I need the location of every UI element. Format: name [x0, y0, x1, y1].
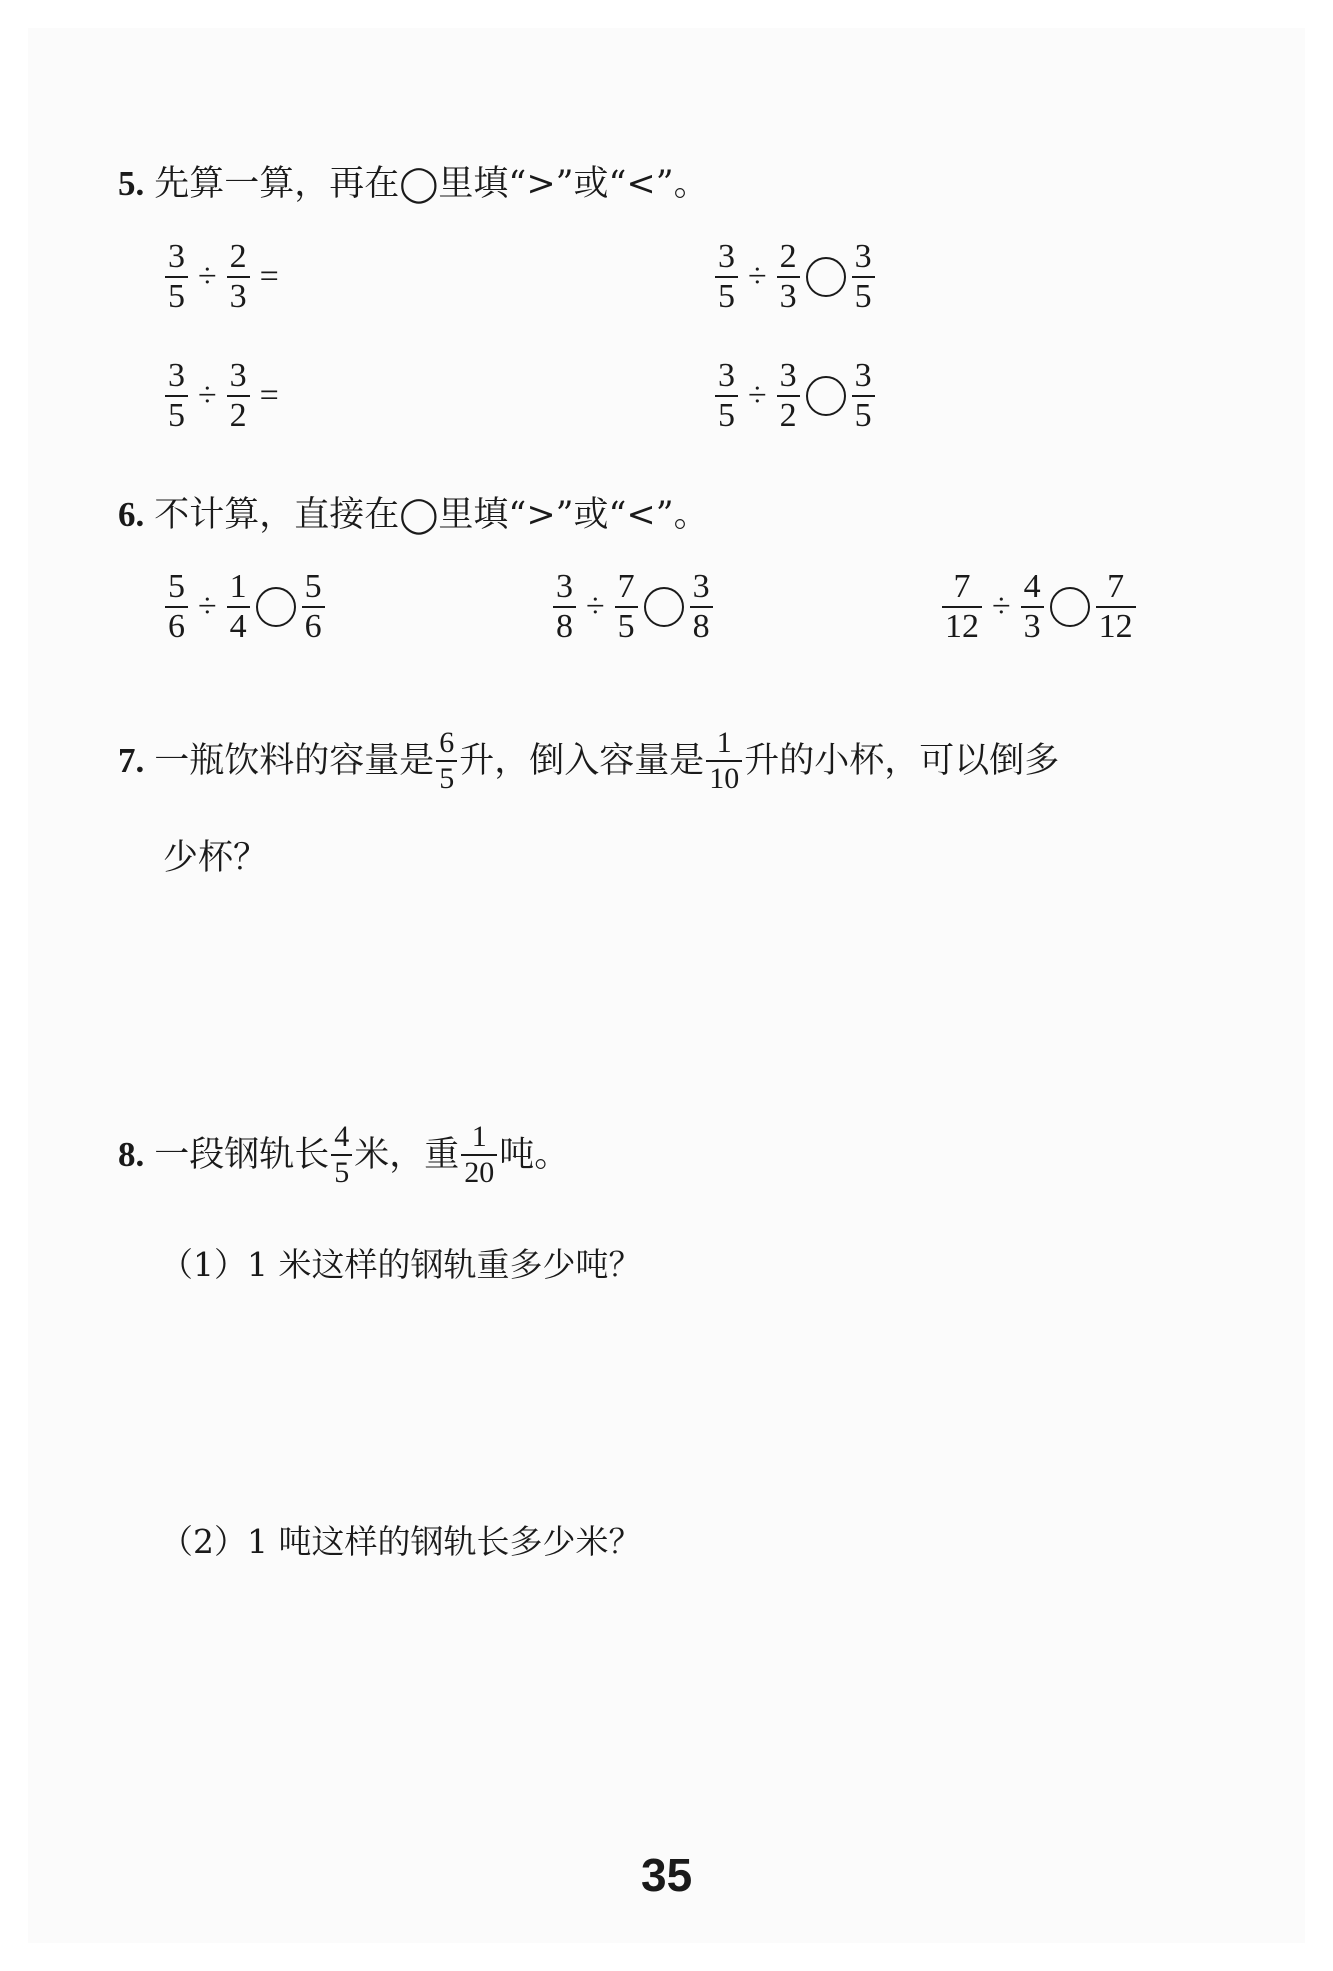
divide-sign: ÷	[748, 377, 767, 414]
q6-item3	[940, 568, 1138, 646]
q8-sub1: （1）1 米这样的钢轨重多少吨？	[160, 1245, 642, 1284]
q8-line1	[118, 1112, 569, 1198]
fraction: $\frac{7}{12}$	[1096, 568, 1136, 646]
fraction: $\frac{1}{4}$	[227, 568, 250, 646]
q6-prompt	[118, 493, 709, 537]
q6-prompt-text: 不计算，直接在◯里填“>”或“<”。	[154, 495, 709, 535]
fraction: $\frac{3}{2}$	[777, 357, 800, 435]
divide-sign: ÷	[198, 377, 217, 414]
fraction: $\frac{3}{5}$	[715, 357, 738, 435]
answer-circle[interactable]	[806, 257, 846, 297]
q7-line2: 少杯？	[163, 838, 269, 878]
divide-sign: ÷	[586, 588, 605, 625]
q5-number: 5.	[118, 164, 145, 203]
fraction: $\frac{4}{5}$	[331, 1120, 352, 1190]
q7-text: 升的小杯，可以倒多	[744, 741, 1060, 781]
fraction: $\frac{2}{3}$	[227, 238, 250, 316]
fraction: $\frac{7}{12}$	[942, 568, 982, 646]
q5-row1-right	[713, 238, 877, 316]
divide-sign: ÷	[198, 588, 217, 625]
fraction: $\frac{3}{8}$	[690, 568, 713, 646]
fraction: $\frac{3}{5}$	[165, 238, 188, 316]
fraction: $\frac{3}{2}$	[227, 357, 250, 435]
fraction: $\frac{1}{20}$	[461, 1120, 497, 1190]
q7-line1	[118, 718, 1059, 804]
divide-sign: ÷	[748, 258, 767, 295]
q8-text: 米，重	[354, 1135, 460, 1175]
q6-number: 6.	[118, 495, 145, 534]
q5-row2-right	[713, 357, 877, 435]
q8-text: 一段钢轨长	[154, 1135, 330, 1175]
divide-sign: ÷	[198, 258, 217, 295]
q8-sub2: （2）1 吨这样的钢轨长多少米？	[160, 1522, 642, 1561]
fraction: $\frac{3}{5}$	[852, 238, 875, 316]
q5-prompt-text: 先算一算，再在◯里填“>”或“<”。	[154, 164, 709, 204]
fraction: $\frac{5}{6}$	[165, 568, 188, 646]
q7-text: 升，倒入容量是	[459, 741, 705, 781]
q6-item2	[551, 568, 715, 646]
fraction: $\frac{3}{5}$	[852, 357, 875, 435]
q5-row2-left	[163, 357, 287, 435]
q6-item1	[163, 568, 327, 646]
q8-text: 吨。	[499, 1135, 570, 1175]
answer-circle[interactable]	[256, 587, 296, 627]
fraction: $\frac{6}{5}$	[436, 726, 457, 796]
equals-sign: =	[259, 377, 279, 414]
fraction: $\frac{7}{5}$	[615, 568, 638, 646]
divide-sign: ÷	[992, 588, 1011, 625]
answer-circle[interactable]	[644, 587, 684, 627]
q5-row1-left	[163, 238, 287, 316]
q7-number: 7.	[118, 741, 145, 780]
fraction: $\frac{3}{5}$	[715, 238, 738, 316]
answer-circle[interactable]	[806, 376, 846, 416]
fraction: $\frac{1}{10}$	[706, 726, 742, 796]
answer-circle[interactable]	[1050, 587, 1090, 627]
fraction: $\frac{4}{3}$	[1021, 568, 1044, 646]
equals-sign: =	[259, 258, 279, 295]
page-number: 35	[641, 1849, 693, 1901]
q7-text: 一瓶饮料的容量是	[154, 741, 435, 781]
fraction: $\frac{2}{3}$	[777, 238, 800, 316]
q8-number: 8.	[118, 1135, 145, 1174]
fraction: $\frac{3}{5}$	[165, 357, 188, 435]
fraction: $\frac{5}{6}$	[302, 568, 325, 646]
fraction: $\frac{3}{8}$	[553, 568, 576, 646]
q5-prompt	[118, 162, 709, 206]
